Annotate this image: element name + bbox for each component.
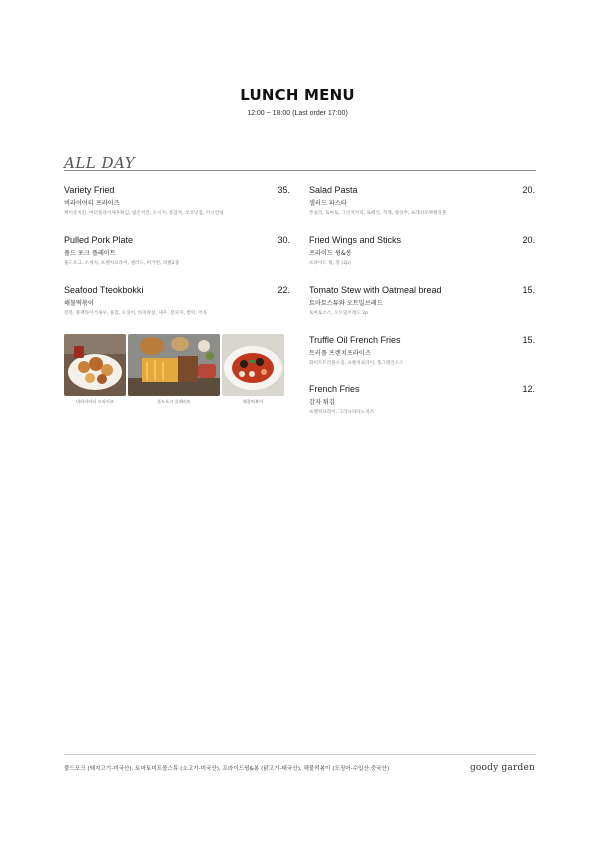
item-price: 20.	[522, 185, 535, 195]
item-price: 30.	[277, 235, 290, 245]
item-description: 프라이드 윙, 봉 (2p)	[309, 261, 351, 266]
menu-item-fried-wings-and-sticks	[309, 235, 535, 266]
item-name: Seafood Tteokbokki	[64, 285, 144, 295]
item-korean-name: 버라이어티 프라이즈	[64, 200, 120, 207]
photo-caption: 버라이어티 프라이즈	[76, 399, 114, 404]
item-description: 푸실리, 토마토, 그린치커리, 로메인, 적채, 양상추, 프레쉬모짜렐라볼	[309, 211, 447, 216]
photo-variety-fried	[64, 334, 126, 396]
item-korean-name: 샐러드 파스타	[309, 200, 347, 207]
item-name: Salad Pasta	[309, 185, 358, 195]
item-description: 프렌치프라이, 그라나파다노치즈	[309, 410, 375, 415]
menu-item-pulled-pork-plate	[64, 235, 290, 266]
item-name: French Fries	[309, 384, 360, 394]
menu-item-seafood-tteokbokki	[64, 285, 290, 316]
item-price: 22.	[277, 285, 290, 295]
item-korean-name: 감자 튀김	[309, 399, 335, 406]
photo-seafood-tteokbokki	[222, 334, 284, 396]
photo-caption: 풀드포크 플레이트	[157, 399, 191, 404]
menu-item-french-fries	[309, 384, 535, 415]
item-description: 전복, 블랙타이거새우, 홍합, 오징어, 바지락살, 새우, 분모자, 쌀떡, 어묵	[64, 311, 208, 316]
item-description: 케이준치킨, 버터플라이새우튀김, 팝콘치킨, 소시지, 통감자, 코코넛칩, 어니언링	[64, 211, 224, 216]
item-price: 15.	[522, 285, 535, 295]
footer-divider	[64, 754, 536, 755]
item-korean-name: 트러플 프렌치프라이즈	[309, 350, 371, 357]
photo-pulled-pork-plate	[128, 334, 220, 396]
menu-item-variety-fried	[64, 185, 290, 216]
item-korean-name: 프라이드 윙&봉	[309, 250, 352, 257]
item-price: 35.	[277, 185, 290, 195]
item-name: Variety Fried	[64, 185, 115, 195]
item-price: 12.	[522, 384, 535, 394]
photo-caption: 해물떡볶이	[242, 399, 264, 404]
item-description: 토마토소스, 오트밀브레드 2p	[309, 311, 369, 316]
item-korean-name: 해물떡볶이	[64, 300, 94, 307]
menu-item-truffle-oil-french-fries	[309, 335, 535, 366]
brand-logo-text: goody garden	[469, 763, 535, 773]
menu-item-salad-pasta	[309, 185, 535, 216]
item-korean-name: 풀드 포크 플레이트	[64, 250, 116, 257]
item-name: Pulled Pork Plate	[64, 235, 134, 245]
item-korean-name: 토마토스튜와 오트밀브레드	[309, 300, 383, 307]
item-name: Truffle Oil French Fries	[309, 335, 401, 345]
item-description: 풀드포크, 소세지, 프렌치프라이, 샐러드, 버거번, 피클2종	[64, 261, 180, 266]
item-price: 15.	[522, 335, 535, 345]
section-title: ALL DAY	[64, 154, 136, 172]
section-divider	[64, 170, 536, 171]
opening-hours: 12:00 ~ 18:00 (Last order 17:00)	[247, 110, 348, 117]
item-name: Tomato Stew with Oatmeal bread	[309, 285, 442, 295]
page-title: LUNCH MENU	[240, 86, 355, 104]
item-description: 화이트트러플오일, 프렌치프라이, 홀그레인소스	[309, 361, 404, 366]
origin-note: 풀드포크 (돼지고기-미국산), 토마토미트볼스튜 (소고기-미국산), 프라이드윙&봉 (닭고기-태국산), 해물떡볶이 (오징어-수입산:중국산)	[64, 766, 390, 772]
item-name: Fried Wings and Sticks	[309, 235, 402, 245]
menu-item-tomato-stew	[309, 285, 535, 316]
item-price: 20.	[522, 235, 535, 245]
